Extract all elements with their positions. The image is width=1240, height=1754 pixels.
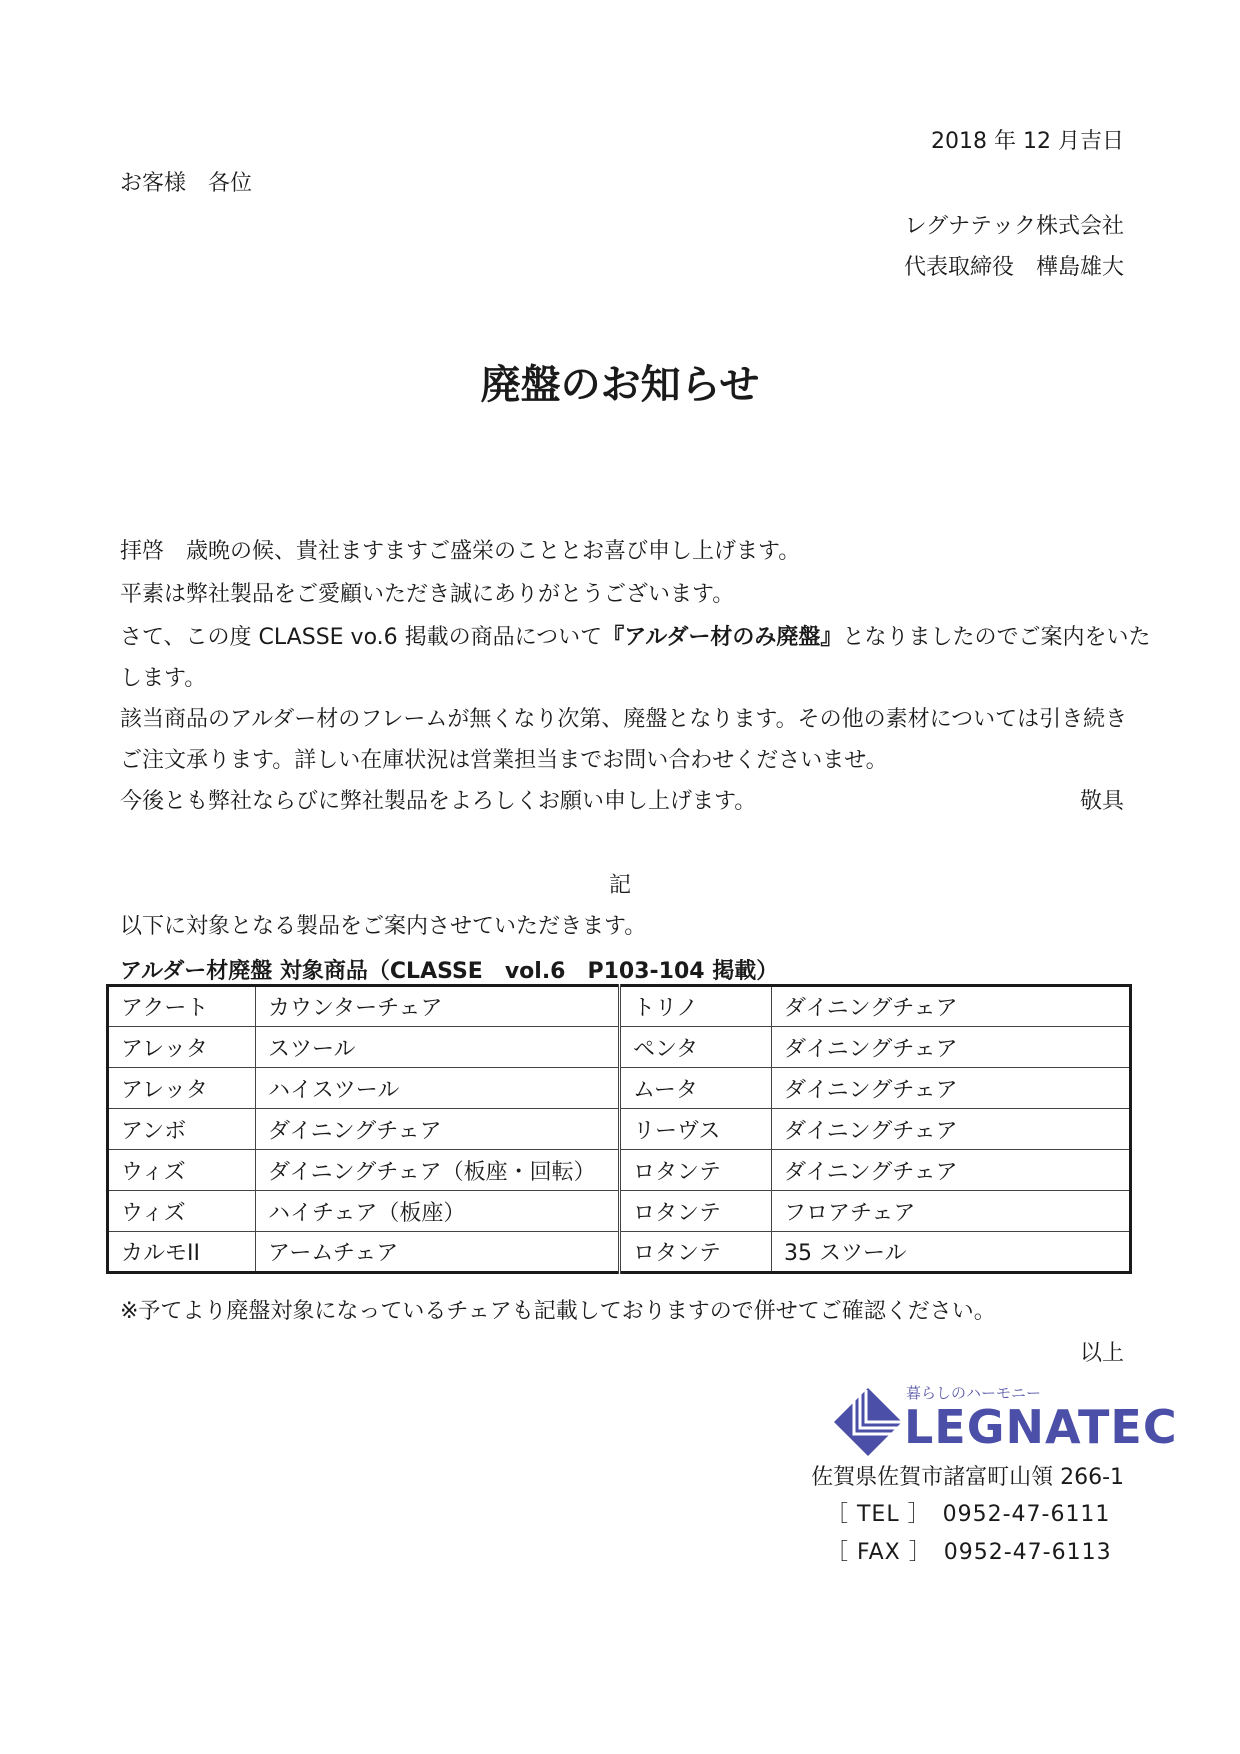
products-table-body (108, 986, 1131, 1273)
ki-heading: 記 (608, 873, 631, 898)
table-row (108, 986, 1131, 1027)
product-name-right: リーヴス (620, 1109, 772, 1150)
body-line-1: 拝啓 歳晩の候、貴社ますますご盛栄のこととお喜び申し上げます。 (120, 539, 801, 564)
body-line-3-post: となりましたのでご案内をいた (842, 625, 1151, 650)
body-line-4: します。 (120, 666, 207, 691)
product-type-left: ハイチェア（板座） (256, 1191, 620, 1232)
table-title: アルダー材廃盤 対象商品（CLASSE vol.6 P103-104 掲載） (120, 959, 779, 984)
body-line-6: ご注文承ります。詳しい在庫状況は営業担当までお問い合わせくださいませ。 (120, 748, 888, 773)
intro-text: 以下に対象となる製品をご案内させていただきます。 (120, 914, 647, 939)
table-row (108, 1068, 1131, 1109)
body-line-7: 今後とも弊社ならびに弊社製品をよろしくお願い申し上げます。 (120, 789, 757, 814)
body-line-3 (120, 624, 1151, 652)
product-type-right: ダイニングチェア (772, 1109, 1131, 1150)
product-type-left: ハイスツール (256, 1068, 620, 1109)
product-name-right: ロタンテ (620, 1191, 772, 1232)
product-name-left: ウィズ (108, 1150, 256, 1191)
closing-keigu: 敬具 (1079, 789, 1124, 814)
table-row (108, 1191, 1131, 1232)
product-type-left: ダイニングチェア (256, 1109, 620, 1150)
table-row (108, 1150, 1131, 1191)
product-name-right: ロタンテ (620, 1150, 772, 1191)
company-fax: ［ FAX ］ 0952-47-6113 (826, 1540, 1112, 1565)
product-type-right: ダイニングチェア (772, 986, 1131, 1027)
company-tel: ［ TEL ］ 0952-47-6111 (826, 1502, 1111, 1527)
product-type-right: ダイニングチェア (772, 1150, 1131, 1191)
product-type-right: フロアチェア (772, 1191, 1131, 1232)
page-title: 廃盤のお知らせ (480, 362, 760, 408)
product-name-right: トリノ (620, 986, 772, 1027)
product-type-right: ダイニングチェア (772, 1027, 1131, 1068)
footnote: ※予てより廃盤対象になっているチェアも記載しておりますので併せてご確認ください。 (120, 1299, 996, 1324)
products-table (106, 984, 1132, 1274)
logo-tagline: 暮らしのハーモニー (906, 1384, 1042, 1402)
product-type-left: スツール (256, 1027, 620, 1068)
company-address: 佐賀県佐賀市諸富町山領 266-1 (811, 1465, 1124, 1490)
issue-date: 2018 年 12 月吉日 (931, 129, 1124, 154)
product-type-right: ダイニングチェア (772, 1068, 1131, 1109)
product-type-right: 35 スツール (772, 1232, 1131, 1273)
product-name-left: アンボ (108, 1109, 256, 1150)
sender-company: レグナテック株式会社 (904, 214, 1124, 239)
recipient: お客様 各位 (120, 171, 253, 196)
product-type-left: カウンターチェア (256, 986, 620, 1027)
product-name-right: ムータ (620, 1068, 772, 1109)
logo-brand: LEGNATEC (904, 1400, 1178, 1454)
table-row (108, 1109, 1131, 1150)
product-name-left: アレッタ (108, 1027, 256, 1068)
body-line-3-pre: さて、この度 CLASSE vo.6 掲載の商品について (120, 625, 603, 650)
body-line-5: 該当商品のアルダー材のフレームが無くなり次第、廃盤となります。その他の素材については引き続き (120, 707, 1128, 732)
table-row (108, 1027, 1131, 1068)
product-name-right: ペンタ (620, 1027, 772, 1068)
product-name-left: アレッタ (108, 1068, 256, 1109)
table-row (108, 1232, 1131, 1273)
closing-ijo: 以上 (1079, 1341, 1124, 1366)
product-name-left: カルモII (108, 1232, 256, 1273)
body-line-3-emphasis: 『アルダー材のみ廃盤』 (602, 625, 843, 650)
product-type-left: ダイニングチェア（板座・回転） (256, 1150, 620, 1191)
sender-representative: 代表取締役 樺島雄大 (903, 255, 1124, 280)
product-type-left: アームチェア (256, 1232, 620, 1273)
product-name-left: アクート (108, 986, 256, 1027)
product-name-left: ウィズ (108, 1191, 256, 1232)
body-line-2: 平素は弊社製品をご愛顧いただき誠にありがとうございます。 (120, 582, 735, 607)
product-name-right: ロタンテ (620, 1232, 772, 1273)
